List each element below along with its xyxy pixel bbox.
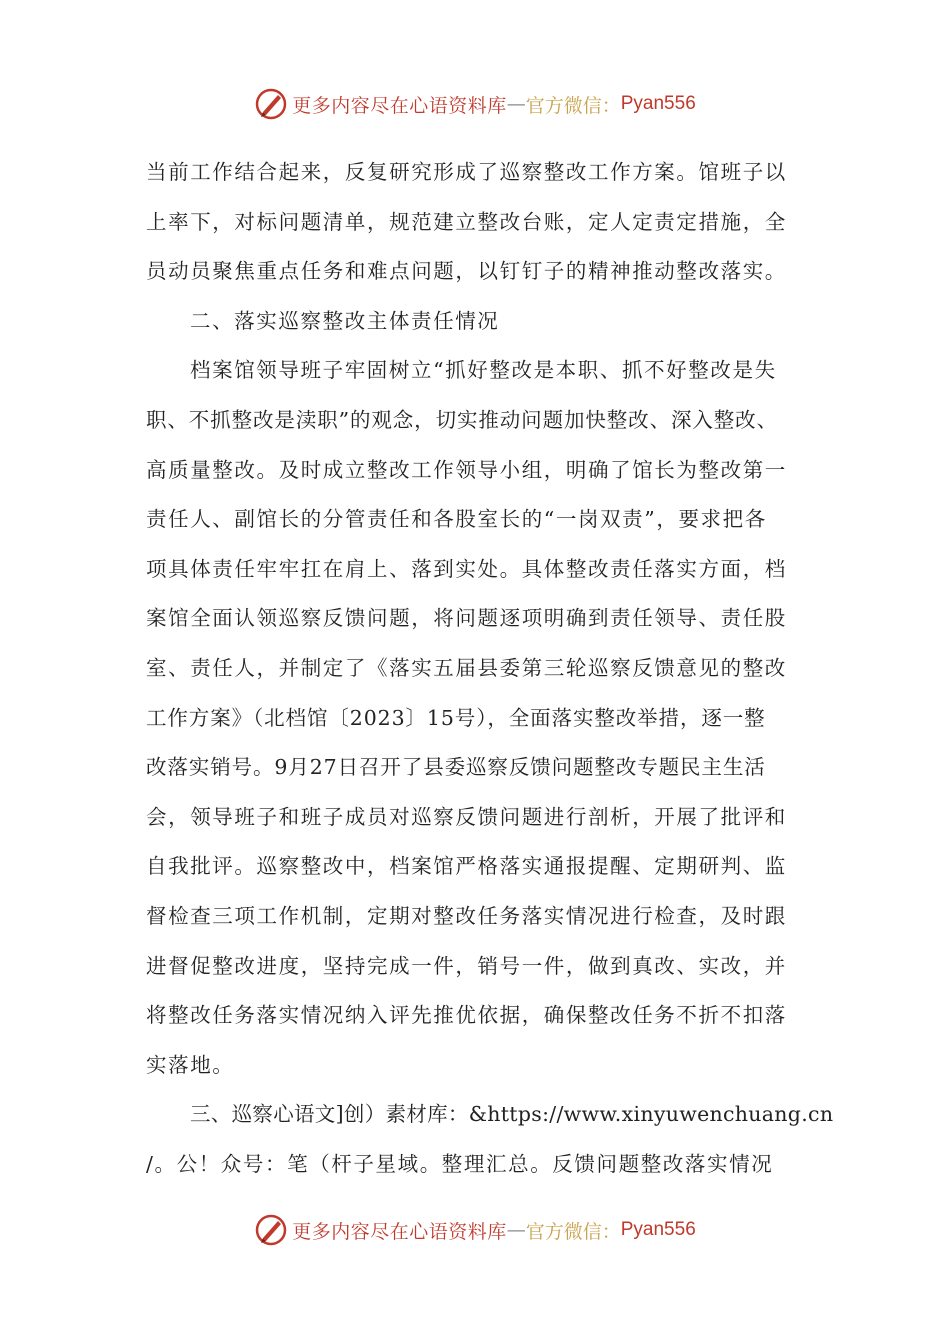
paragraph-line: 职、不抓整改是渎职”的观念，切实推动问题加快整改、深入整改、 <box>146 407 778 432</box>
paragraph-line: 自我批评。巡察整改中，档案馆严格落实通报提醒、定期研判、监 <box>146 854 787 879</box>
paragraph-line: /。公！众号：笔（杆子星域。整理汇总。反馈问题整改落实情况 <box>146 1151 774 1176</box>
paragraph-line: 项具体责任牢牢扛在肩上、落到实处。具体整改责任落实方面，档 <box>146 556 787 581</box>
paragraph-line: 工作方案》（北档馆〔2023〕15号），全面落实整改举措，逐一整 <box>146 705 766 730</box>
paragraph-line: 将整改任务落实情况纳入评先推优依据，确保整改任务不折不扣落 <box>146 1003 787 1028</box>
banner-wechat-id: Pyan556 <box>620 93 696 114</box>
banner-separator: — <box>506 1219 526 1241</box>
document-body <box>146 148 834 1189</box>
paragraph-line: 案馆全面认领巡察反馈问题，将问题逐项明确到责任领导、责任股 <box>146 606 787 631</box>
paragraph-line: 室、责任人，并制定了《落实五届县委第三轮巡察反馈意见的整改 <box>146 655 787 680</box>
paragraph-line: 实落地。 <box>146 1052 235 1077</box>
pen-logo-icon <box>254 1213 288 1247</box>
paragraph-line: 会，领导班子和班子成员对巡察反馈问题进行剖析，开展了批评和 <box>146 804 787 829</box>
banner-text: 更多内容尽在心语资料库 <box>292 1220 507 1243</box>
paragraph-line: 当前工作结合起来，反复研究形成了巡察整改工作方案。馆班子以 <box>146 160 787 184</box>
paragraph-line: 档案馆领导班子牢固树立“抓好整改是本职、抓不好整改是失 <box>190 358 777 383</box>
paragraph-line: 员动员聚焦重点任务和难点问题，以钉钉子的精神推动整改落实。 <box>146 259 787 284</box>
pen-logo-icon <box>254 87 288 121</box>
header-banner <box>0 84 950 124</box>
banner-wechat-label: 官方微信： <box>525 1220 621 1243</box>
banner-wechat-id: Pyan556 <box>620 1219 696 1240</box>
paragraph-line: 高质量整改。及时成立整改工作领导小组，明确了馆长为整改第一 <box>146 457 787 482</box>
banner-wechat-label: 官方微信： <box>525 94 621 117</box>
banner-text: 更多内容尽在心语资料库 <box>292 94 507 117</box>
section-heading: 二、落实巡察整改主体责任情况 <box>190 308 500 333</box>
paragraph-line: 改落实销号。9月27日召开了县委巡察反馈问题整改专题民主生活 <box>146 755 766 780</box>
banner-separator: — <box>506 93 526 115</box>
footer-banner <box>0 1210 950 1250</box>
paragraph-line: 责任人、副馆长的分管责任和各股室长的“一岗双责”，要求把各 <box>146 507 767 532</box>
section-heading: 三、巡察心语文]创）素材库：&https://www.xinyuwenchuang.cn <box>190 1102 834 1127</box>
paragraph-line: 督检查三项工作机制，定期对整改任务落实情况进行检查，及时跟 <box>146 903 787 928</box>
paragraph-line: 上率下，对标问题清单，规范建立整改台账，定人定责定措施，全 <box>146 209 787 234</box>
paragraph-line: 进督促整改进度，坚持完成一件，销号一件，做到真改、实改，并 <box>146 953 787 978</box>
